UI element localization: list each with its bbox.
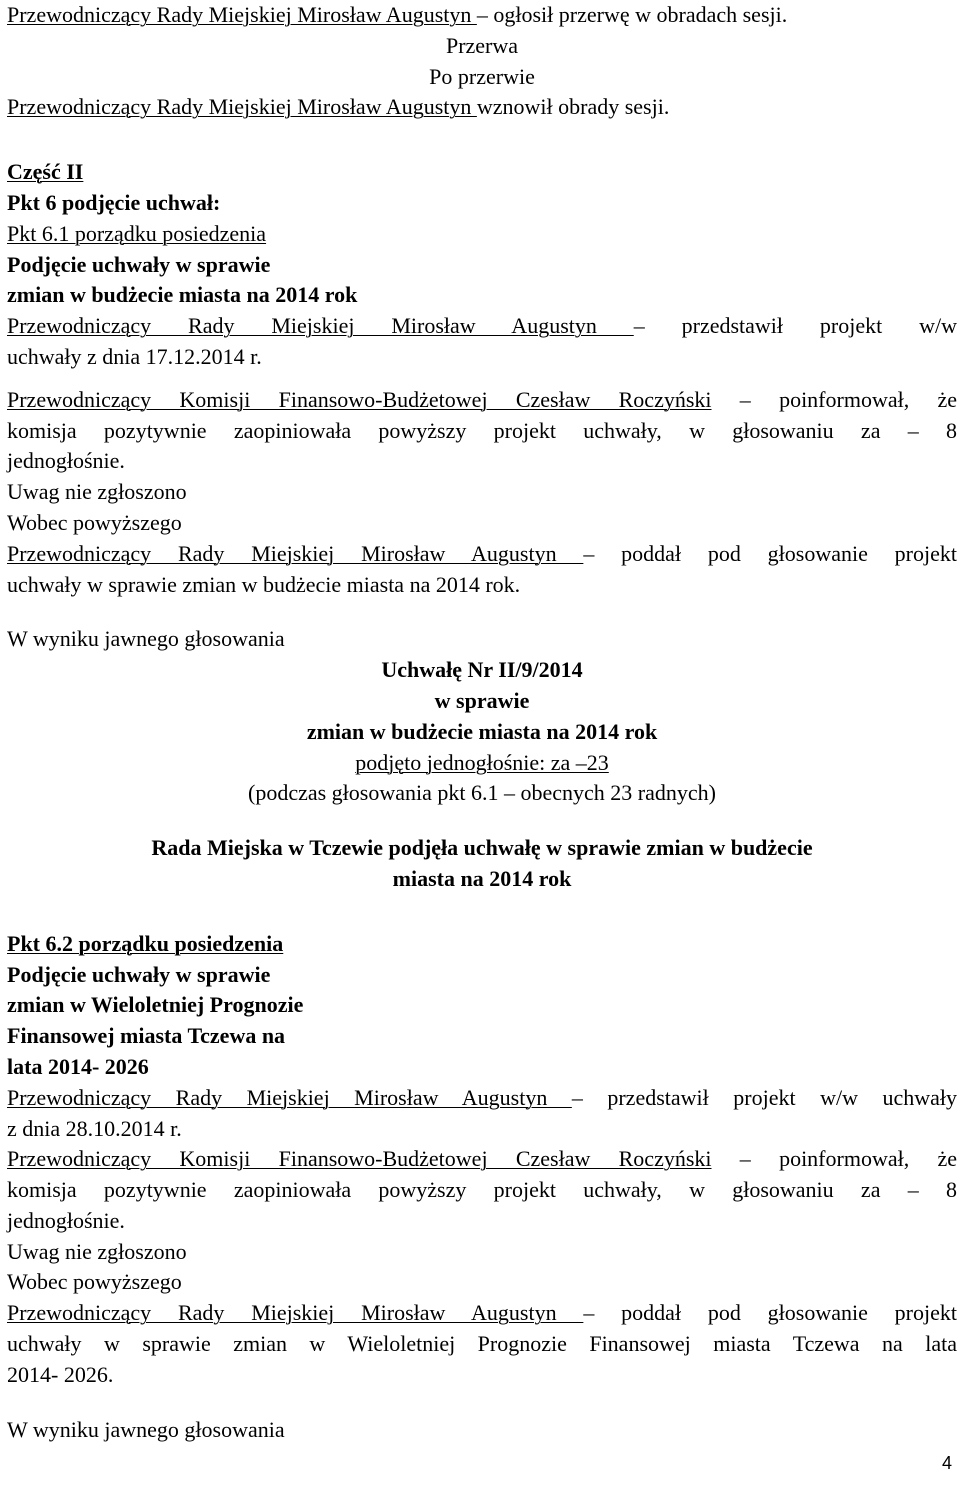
therefore: Wobec powyższego: [7, 509, 182, 535]
speaker-name: Przewodniczący Rady Miejskiej Mirosław Augustyn: [7, 540, 584, 566]
speaker-name: Przewodniczący Rady Miejskiej Mirosław Augustyn: [7, 2, 477, 27]
resolution-subject-line4: lata 2014- 2026: [7, 1053, 149, 1079]
council-decision-line2: miasta na 2014 rok: [392, 865, 572, 891]
agenda-item-6-2: Pkt 6.2 porządku posiedzenia: [7, 930, 284, 956]
resolution-subject-line1: Podjęcie uchwały w sprawie: [7, 251, 271, 277]
presentation-date: uchwały z dnia 17.12.2014 r.: [7, 343, 262, 369]
commission-statement: [7, 1144, 957, 1175]
resolution-subject-line1: Podjęcie uchwały w sprawie: [7, 961, 271, 987]
vote-statement-line3: 2014- 2026.: [7, 1361, 114, 1387]
statement-text: – ogłosił przerwę w obradach sesji.: [476, 2, 788, 27]
no-comments: Uwag nie zgłoszono: [7, 1238, 187, 1264]
speaker-name: Przewodniczący Rady Miejskiej Mirosław Augustyn: [7, 94, 477, 120]
after-break-label: Po przerwie: [429, 63, 535, 89]
no-comments: Uwag nie zgłoszono: [7, 479, 187, 505]
resolution-subject-line3: Finansowej miasta Tczewa na: [7, 1023, 286, 1049]
vote-statement: [7, 1298, 957, 1329]
statement-text: – poddał pod głosowanie projekt: [583, 1300, 957, 1326]
resolution-number: Uchwałę Nr II/9/2014: [381, 657, 583, 683]
vote-result-intro: W wyniku jawnego głosowania: [7, 1416, 285, 1442]
vote-statement-line2: uchwały w sprawie zmian w Wieloletniej Prognozie Finansowej miasta Tczewa na lata: [7, 1331, 957, 1357]
commission-statement-line2: komisja pozytywnie zaopiniowała powyższy projekt uchwały, w głosowaniu za – 8: [7, 1177, 957, 1203]
document-page: [7, 0, 957, 1445]
resolution-subject-line2: zmian w Wieloletniej Prognozie: [7, 992, 304, 1018]
statement-text: – poinformował, że: [739, 1146, 958, 1172]
statement-text: – przedstawił projekt w/w uchwały: [571, 1084, 957, 1110]
resolution-attendance: (podczas głosowania pkt 6.1 – obecnych 23 radnych): [248, 780, 716, 806]
speaker-name: Przewodniczący Rady Miejskiej Mirosław Augustyn: [7, 1084, 572, 1110]
part-heading: Część II: [7, 159, 84, 185]
break-label: Przerwa: [445, 32, 519, 58]
commission-statement: [7, 385, 957, 416]
presentation-statement: [7, 1083, 957, 1114]
presentation-date: z dnia 28.10.2014 r.: [7, 1115, 182, 1141]
speaker-name: Przewodniczący Rady Miejskiej Mirosław Augustyn: [7, 313, 634, 339]
resolution-re: w sprawie: [434, 687, 530, 713]
commission-statement-line3: jednogłośnie.: [7, 1207, 125, 1233]
speaker-name: Przewodniczący Rady Miejskiej Mirosław Augustyn: [7, 1300, 584, 1326]
statement-text: – przedstawił projekt w/w: [633, 313, 957, 339]
vote-result-intro: W wyniku jawnego głosowania: [7, 626, 285, 652]
page-number: 4: [941, 1453, 952, 1473]
therefore: Wobec powyższego: [7, 1269, 182, 1295]
vote-statement-line2: uchwały w sprawie zmian w budżecie miasta na 2014 rok.: [7, 571, 521, 597]
break-announcement: [7, 0, 957, 31]
speaker-name: Przewodniczący Komisji Finansowo-Budżetowej Czesław Roczyński: [7, 386, 712, 412]
resolution-passed: podjęto jednogłośnie: za –23: [355, 749, 609, 775]
resolution-title: zmian w budżecie miasta na 2014 rok: [306, 718, 658, 744]
presentation-statement: [7, 311, 957, 342]
agenda-item-6-1: Pkt 6.1 porządku posiedzenia: [7, 220, 267, 246]
commission-statement-line3: jednogłośnie.: [7, 448, 125, 474]
commission-statement-line2: komisja pozytywnie zaopiniowała powyższy projekt uchwały, w głosowaniu za – 8: [7, 417, 957, 443]
council-decision-line1: Rada Miejska w Tczewie podjęła uchwałę w sprawie zmian w budżecie: [151, 835, 813, 861]
resume-announcement: [7, 92, 957, 123]
statement-text: wznowił obrady sesji.: [476, 94, 670, 120]
vote-statement: [7, 539, 957, 570]
speaker-name: Przewodniczący Komisji Finansowo-Budżetowej Czesław Roczyński: [7, 1146, 712, 1172]
agenda-item-6: Pkt 6 podjęcie uchwał:: [7, 189, 221, 215]
resolution-subject-line2: zmian w budżecie miasta na 2014 rok: [7, 282, 358, 308]
statement-text: – poinformował, że: [739, 386, 958, 412]
statement-text: – poddał pod głosowanie projekt: [583, 540, 957, 566]
